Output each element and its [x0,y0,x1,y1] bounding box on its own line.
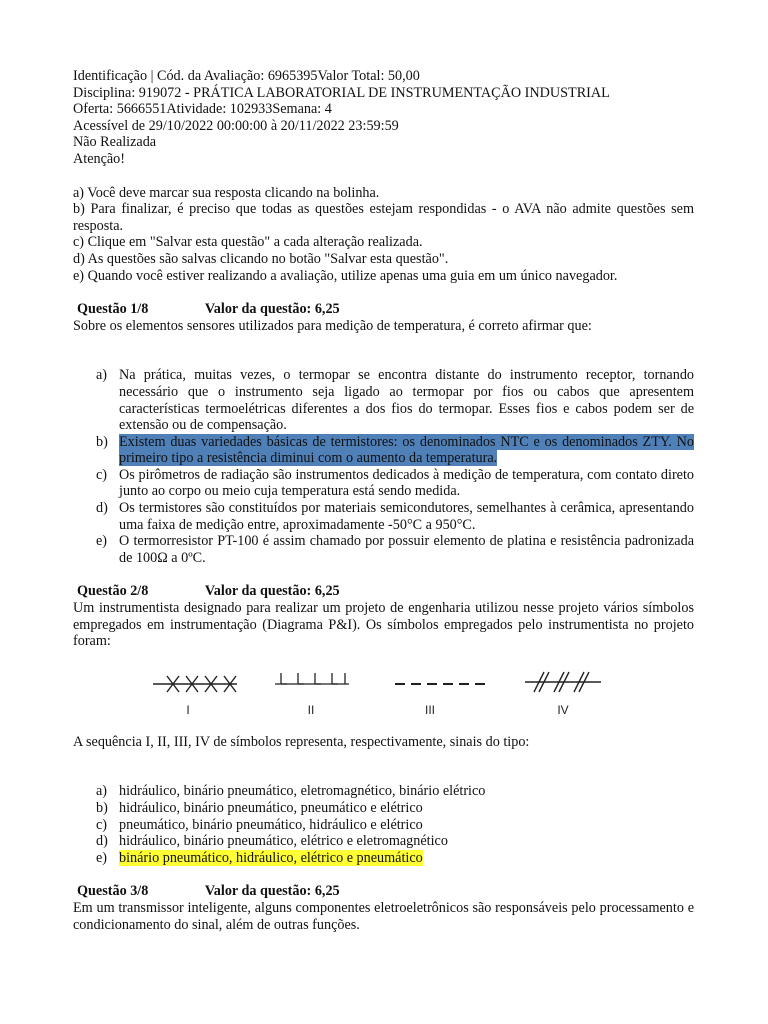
question-2-option-e[interactable] [73,850,694,867]
option-text: hidráulico, binário pneumático, elétrico e eletromagnético [119,833,448,850]
symbol-ii-binary-pneumatic-icon [275,673,349,684]
option-letter: a) [96,783,108,800]
question-2-option-a[interactable] [73,783,694,800]
question-2-option-b[interactable] [73,800,694,817]
option-letter: c) [96,816,108,833]
pid-symbols-figure [73,662,694,720]
instruction-b: b) Para finalizar, é preciso que todas as questões estejam respondidas - o AVA não admite questões sem resposta. [73,201,694,234]
option-letter: e) [96,533,108,550]
instruction-d: d) As questões são salvas clicando no botão "Salvar esta questão". [73,250,449,267]
option-text: Os termistores são constituídos por materiais semicondutores, semelhantes à cerâmica, apresentando uma faixa de medição entre, aproximadamente -50°C a 950°C. [119,500,694,533]
question-1-value: Valor da questão: 6,25 [204,301,340,318]
symbol-i-hydraulic-icon [153,676,237,692]
question-2-prompt: Um instrumentista designado para realizar um projeto de engenharia utilizou nesse projeto vários símbolos empregados em instrumentação (Diagrama P&I). Os símbolos empregados pelo instrumentista no projeto foram: [73,600,694,650]
question-3-number: Questão 3/8 [77,883,149,900]
option-text: pneumático, binário pneumático, hidráulico e elétrico [119,816,423,833]
question-2-value: Valor da questão: 6,25 [204,583,340,600]
symbol-iv-pneumatic-icon [525,672,601,692]
option-text: hidráulico, binário pneumático, eletromagnético, binário elétrico [119,783,486,800]
question-1-option-e[interactable] [73,533,694,566]
pid-symbols-svg [73,662,694,720]
question-1-number: Questão 1/8 [77,301,149,318]
question-1-options [73,367,694,566]
question-2-header [77,583,694,600]
instruction-e: e) Quando você estiver realizando a avaliação, utilize apenas uma guia em um único navegador. [73,267,618,284]
status-text: Não Realizada [73,134,157,151]
option-letter: b) [96,433,108,450]
instruction-a: a) Você deve marcar sua resposta clicando na bolinha. [73,184,380,201]
option-letter: b) [96,800,108,816]
option-text-highlighted: binário pneumático, hidráulico, elétrico e pneumático [119,849,423,866]
question-1-option-a[interactable] [73,367,694,433]
document-content [73,68,694,933]
question-1-option-c[interactable] [73,467,694,500]
symbol-label-iii: III [424,702,436,717]
option-letter: a) [96,367,108,384]
question-3-prompt: Em um transmissor inteligente, alguns componentes eletroeletrônicos são responsáveis pelo processamento e condicionamento do sinal, além de outras funções. [73,899,694,933]
symbol-label-iv: IV [557,702,569,717]
question-1-option-d[interactable] [73,500,694,533]
symbol-label-i: I [186,702,190,717]
option-letter: d) [96,500,108,517]
question-1-option-b[interactable] [73,434,694,467]
question-2-question: A sequência I, II, III, IV de símbolos representa, respectivamente, sinais do tipo: [73,733,530,750]
option-letter: e) [96,849,108,866]
header-offer: Oferta: 5666551Atividade: 102933Semana: 4 [73,101,332,118]
question-2-option-c[interactable] [73,817,694,834]
instruction-c: c) Clique em "Salvar esta questão" a cada alteração realizada. [73,234,423,251]
question-3-value: Valor da questão: 6,25 [204,883,340,900]
question-1-header [77,301,694,318]
header-availability: Acessível de 29/10/2022 00:00:00 à 20/11/2022 23:59:59 [73,117,399,134]
header-identification: Identificação | Cód. da Avaliação: 6965395Valor Total: 50,00 [73,68,420,84]
header-discipline: Disciplina: 919072 - PRÁTICA LABORATORIAL DE INSTRUMENTAÇÃO INDUSTRIAL [73,84,610,101]
option-text-selected: Existem duas variedades básicas de termistores: os denominados NTC e os denominados ZTY. No primeiro tipo a resistência diminui com o aumento da temperatura. [119,433,694,467]
option-letter: c) [96,466,108,483]
question-1-prompt: Sobre os elementos sensores utilizados para medição de temperatura, é correto afirmar que: [73,317,592,334]
question-3-header [77,883,694,900]
question-2-options [73,783,694,866]
option-text: hidráulico, binário pneumático, pneumático e elétrico [119,800,423,816]
question-2-number: Questão 2/8 [77,583,149,600]
option-text: Os pirômetros de radiação são instrumentos dedicados à medição de temperatura, com contato direto junto ao corpo ou meio cuja temperatura está sendo medida. [119,466,694,500]
option-text: O termorresistor PT-100 é assim chamado por possuir elemento de platina e resistência padronizada de 100Ω a 0ºC. [119,533,694,566]
symbol-label-ii: II [307,702,315,717]
option-text: Na prática, muitas vezes, o termopar se encontra distante do instrumento receptor, tornando necessário que o instrumento seja ligado ao termopar por fios ou cabos que apresentem características termoelétricas diferentes a dos fios do termopar. Esses fios e cabos podem ser de extensão ou de compensação. [119,367,694,434]
option-letter: d) [96,833,108,850]
question-2-option-d[interactable] [73,833,694,850]
attention-text: Atenção! [73,150,125,167]
